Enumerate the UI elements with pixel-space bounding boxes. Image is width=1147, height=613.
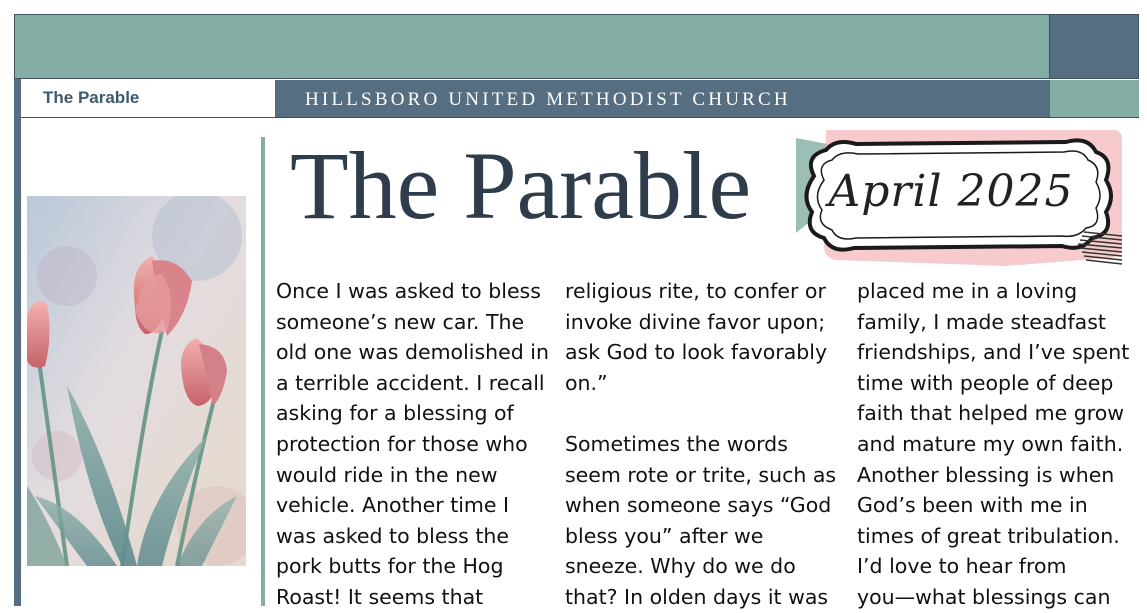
church-name-band [275, 80, 1050, 118]
column-3-line-9: times of great tribulation. [857, 523, 1120, 548]
column-3-line-5: faith that helped me grow [857, 401, 1125, 426]
header-top-band [14, 14, 1050, 79]
column-2-line-10: that? In olden days it was [565, 584, 829, 609]
left-accent-bar [14, 79, 21, 606]
date-badge [796, 128, 1126, 268]
column-1-line-6: protection for those who [276, 431, 528, 456]
column-1-line-9: was asked to bless the [276, 523, 509, 548]
column-1-line-8: vehicle. Another time I [276, 493, 510, 518]
header-right-block [1050, 80, 1139, 118]
column-1-line-10: pork butts for the Hog [276, 554, 504, 579]
column-3-line-6: and mature my own faith. [857, 431, 1124, 456]
article-column-1 [276, 276, 556, 613]
column-3-line-8: God’s been with me in [857, 493, 1088, 518]
running-header-label: The Parable [43, 88, 140, 107]
article-column-2 [565, 276, 845, 613]
newsletter-title: The Parable [290, 132, 752, 239]
column-2-line-2: invoke divine favor upon; [565, 309, 826, 334]
column-3-line-2: family, I made steadfast [857, 309, 1106, 334]
column-2-line-1: religious rite, to confer or [565, 279, 826, 303]
article-column-3 [857, 276, 1142, 613]
column-2-line-7: when someone says “God [565, 493, 832, 518]
column-1-line-2: someone’s new car. The [276, 309, 525, 334]
column-2-line-5: Sometimes the words [565, 431, 788, 456]
column-3-line-11: you—what blessings can [857, 584, 1111, 609]
column-1-line-3: old one was demolished in [276, 340, 549, 365]
column-1-line-11: Roast! It seems that [276, 584, 484, 609]
column-1-line-5: asking for a blessing of [276, 401, 514, 426]
column-2-line-8: bless you” after we [565, 523, 764, 548]
column-3-line-10: I’d love to hear from [857, 554, 1067, 579]
column-3-line-1: placed me in a loving [857, 279, 1078, 303]
column-3-line-4: time with people of deep [857, 370, 1114, 395]
column-2-line-3: ask God to look favorably [565, 340, 828, 365]
column-3-line-7: Another blessing is when [857, 462, 1115, 487]
column-2-line-4: on.” [565, 370, 608, 395]
column-3-line-3: friendships, and I’ve spent [857, 340, 1130, 365]
column-1-line-7: would ride in the new [276, 462, 498, 487]
column-1-line-1: Once I was asked to bless [276, 279, 541, 303]
running-header-box [21, 80, 275, 118]
column-1-line-4: a terrible accident. I recall [276, 370, 545, 395]
church-name: HILLSBORO UNITED METHODIST CHURCH [305, 89, 791, 110]
header-corner-block [1049, 14, 1139, 79]
column-divider-rule [261, 137, 265, 606]
tulip-illustration [27, 196, 246, 566]
paragraph-gap [565, 398, 845, 429]
watercolor-tulips-icon [27, 196, 246, 566]
issue-date: April 2025 [828, 166, 1074, 217]
column-2-line-6: seem rote or trite, such as [565, 462, 837, 487]
column-2-line-9: sneeze. Why do we do [565, 554, 796, 579]
